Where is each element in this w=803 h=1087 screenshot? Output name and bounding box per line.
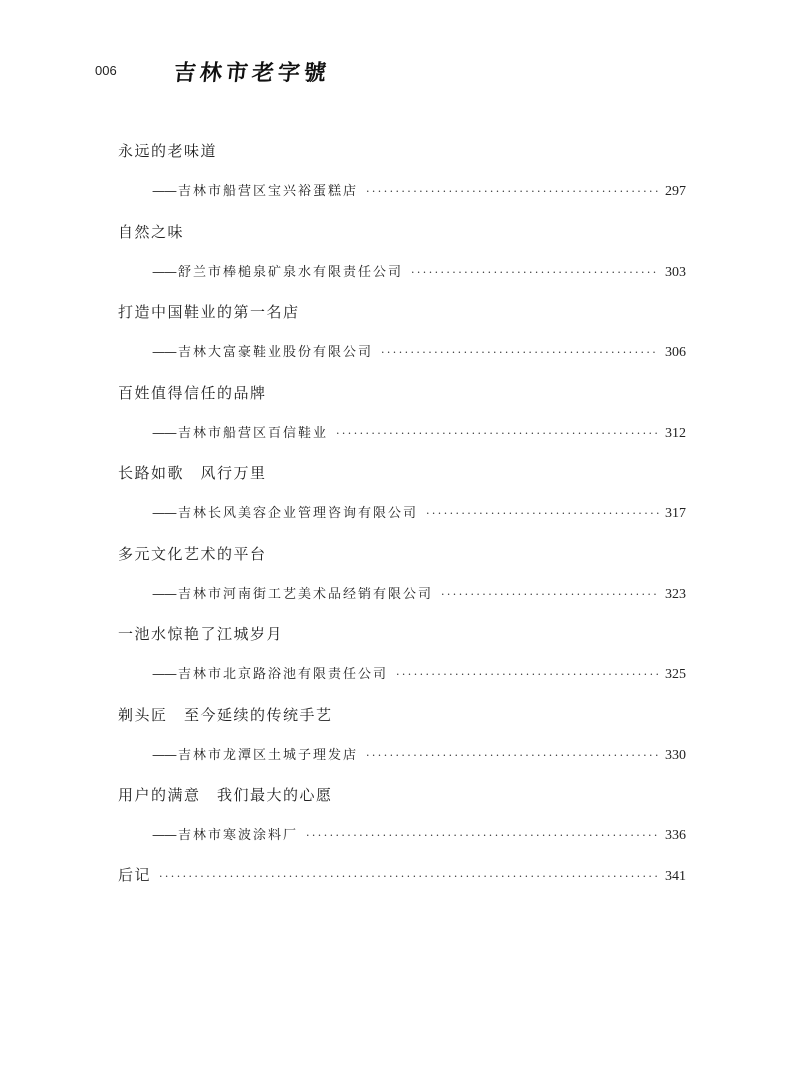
toc-entry-title: 剃头匠 至今延续的传统手艺 — [118, 705, 333, 724]
em-dash: —— — [152, 828, 176, 843]
toc-entry-title: 一池水惊艳了江城岁月 — [118, 625, 284, 643]
toc-entry-subtitle: 吉林市河南街工艺美术品经销有限公司 — [178, 586, 434, 602]
table-of-contents — [118, 130, 686, 884]
dot-leader — [159, 870, 659, 883]
toc-entry-title: 多元文化艺术的平台 — [118, 544, 267, 563]
toc-entry-subtitle-line — [152, 261, 686, 281]
page-number: 006 — [95, 63, 117, 78]
dot-leader — [426, 507, 659, 520]
em-dash: —— — [152, 747, 176, 763]
em-dash: —— — [152, 345, 176, 360]
toc-entry-subtitle-line — [152, 583, 686, 603]
dot-leader — [306, 829, 659, 842]
em-dash: —— — [152, 667, 176, 682]
dot-leader — [336, 427, 659, 440]
toc-entry-title: 永远的老味道 — [118, 142, 218, 160]
dot-leader — [381, 346, 659, 359]
toc-entry-page: 306 — [665, 345, 686, 360]
toc-entry-subtitle: 吉林长风美容企业管理咨询有限公司 — [178, 506, 419, 521]
em-dash: —— — [152, 506, 176, 521]
toc-entry-page: 323 — [665, 586, 686, 602]
toc-entry-subtitle-line — [152, 341, 686, 361]
toc-entry — [118, 694, 686, 775]
toc-entry-title: 用户的满意 我们最大的心愿 — [118, 786, 333, 804]
toc-entry — [118, 291, 686, 372]
toc-entry — [118, 452, 686, 533]
toc-entry-subtitle: 舒兰市棒槌泉矿泉水有限责任公司 — [178, 264, 404, 280]
afterword-title: 后记 — [118, 866, 152, 884]
toc-entry-subtitle-line — [152, 502, 686, 522]
toc-entry — [118, 613, 686, 694]
toc-entry-subtitle-line — [152, 422, 686, 442]
toc-entry — [118, 774, 686, 855]
dot-leader — [441, 588, 659, 601]
toc-entry-page: 297 — [665, 184, 686, 199]
toc-entry-subtitle: 吉林市船营区宝兴裕蛋糕店 — [178, 184, 359, 199]
toc-entry-title: 打造中国鞋业的第一名店 — [118, 303, 300, 321]
toc-entry-title: 自然之味 — [118, 222, 185, 241]
dot-leader — [366, 749, 659, 762]
toc-entry-subtitle-line — [152, 744, 686, 764]
em-dash: —— — [152, 586, 176, 602]
toc-entry-page: 303 — [665, 264, 686, 280]
toc-entry-subtitle-line — [152, 180, 686, 200]
toc-entry-page: 317 — [665, 506, 686, 521]
toc-entry-subtitle: 吉林市寒波涂料厂 — [178, 828, 299, 843]
em-dash: —— — [152, 264, 176, 280]
toc-entry-page: 325 — [665, 667, 686, 682]
toc-entry-subtitle-line — [152, 663, 686, 683]
em-dash: —— — [152, 184, 176, 199]
dot-leader — [411, 266, 659, 279]
toc-entry — [118, 372, 686, 453]
toc-entry-subtitle-line — [152, 824, 686, 844]
toc-entry-subtitle: 吉林市北京路浴池有限责任公司 — [178, 667, 389, 682]
toc-entry-page: 312 — [665, 425, 686, 441]
toc-entry — [118, 130, 686, 211]
toc-entry-subtitle: 吉林大富豪鞋业股份有限公司 — [178, 345, 374, 360]
toc-entry — [118, 211, 686, 292]
dot-leader — [366, 185, 659, 198]
afterword-page: 341 — [665, 869, 686, 884]
toc-entry-page: 330 — [665, 747, 686, 763]
toc-entry-title: 百姓值得信任的品牌 — [118, 383, 267, 402]
toc-entry-title: 长路如歌 风行万里 — [118, 464, 267, 482]
book-title: 吉林市老字號 — [172, 60, 332, 86]
toc-afterword — [118, 864, 686, 885]
dot-leader — [396, 668, 659, 681]
toc-entry-subtitle: 吉林市船营区百信鞋业 — [178, 425, 329, 441]
toc-entry-subtitle: 吉林市龙潭区土城子理发店 — [178, 747, 359, 763]
em-dash: —— — [152, 425, 176, 441]
toc-entry — [118, 533, 686, 614]
toc-entry-page: 336 — [665, 828, 686, 843]
